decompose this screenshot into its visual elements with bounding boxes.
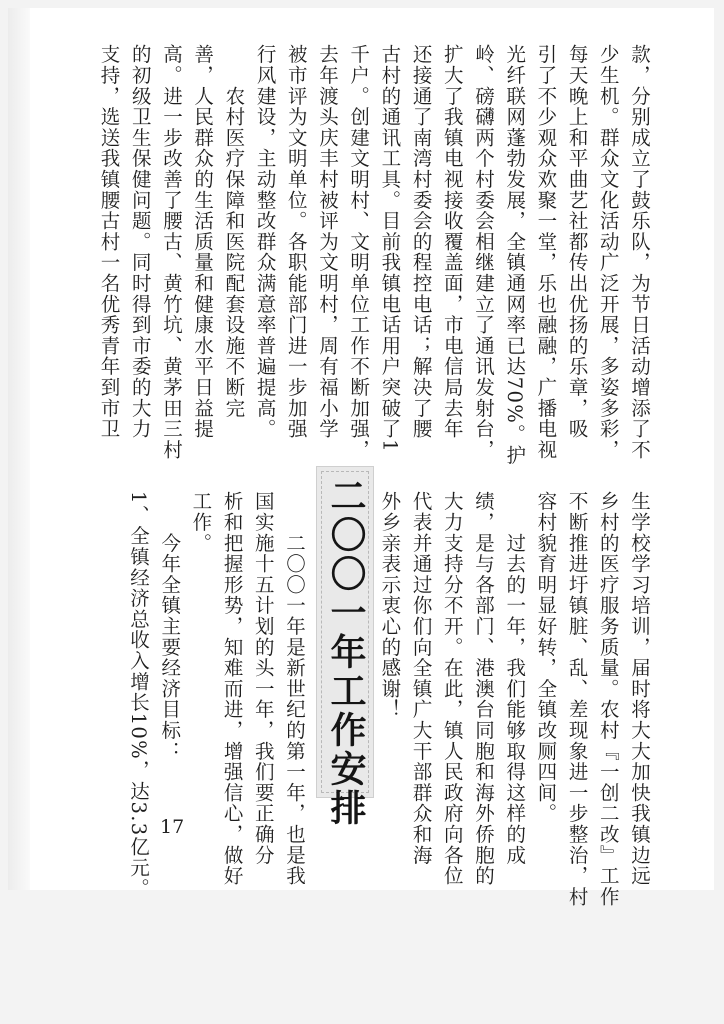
text-line: 古村的通讯工具。目前我镇电话用户突破了1 bbox=[378, 44, 402, 453]
page-sheet bbox=[8, 8, 714, 907]
text-line: 农村医疗保障和医院配套设施不断完 bbox=[222, 44, 246, 419]
text-line: 工作。 bbox=[189, 491, 213, 554]
text-line: 二〇〇一年是新世纪的第一年，也是我 bbox=[283, 491, 306, 887]
bottom-right-text-block bbox=[373, 491, 655, 907]
top-text-block bbox=[97, 44, 655, 468]
text-line: 不断推进圩镇脏、乱、差现象进一步整治，村 bbox=[565, 491, 589, 907]
text-line: 支持，选送我镇腰古村一名优秀青年到市卫 bbox=[97, 44, 121, 440]
text-line: 过去的一年，我们能够取得这样的成 bbox=[503, 491, 527, 866]
text-line: 代表并通过你们向全镇广大干部群众和海 bbox=[409, 491, 433, 866]
text-line: 善，人民群众的生活质量和健康水平日益提 bbox=[191, 44, 215, 440]
text-line: 岭、磅礴两个村委会相继建立了通讯发射台， bbox=[471, 44, 495, 460]
text-line: 国实施十五计划的头一年，我们要正确分 bbox=[251, 491, 275, 866]
text-line: 去年渡头庆丰村被评为文明村，周有福小学 bbox=[315, 44, 339, 440]
text-line: 扩大了我镇电视接收覆盖面，市电信局去年 bbox=[440, 44, 464, 440]
text-line: 还接通了南湾村委会的程控电话；解决了腰 bbox=[409, 44, 433, 440]
text-line: 容村貌育明显好转，全镇改厕四间。 bbox=[534, 491, 558, 824]
text-line: 今年全镇主要经济目标： bbox=[158, 491, 182, 762]
text-line: 每天晚上和平曲艺社都传出优扬的乐章，吸 bbox=[565, 44, 589, 440]
text-line: 析和把握形势，知难而进，增强信心，做好 bbox=[220, 491, 244, 887]
text-line: 光纤联网蓬勃发展，全镇通网率已达70%。护 bbox=[503, 44, 527, 466]
text-line: 外乡亲表示衷心的感谢！ bbox=[378, 491, 402, 720]
text-line: 高。进一步改善了腰古、黄竹坑、黄茅田三村 bbox=[159, 44, 183, 460]
binding-shadow bbox=[8, 8, 30, 890]
text-line: 生学校学习培训，届时将大大加快我镇边远 bbox=[628, 491, 651, 887]
page-number: 17 bbox=[160, 816, 185, 838]
text-line: 大力支持分不开。在此，镇人民政府向各位 bbox=[440, 491, 464, 887]
text-line: 行风建设，主动整改群众满意率普遍提高。 bbox=[253, 44, 277, 440]
section-heading-box bbox=[316, 466, 374, 828]
text-line: 的初级卫生保健问题。同时得到市委的大力 bbox=[128, 44, 152, 440]
text-line: 乡村的医疗服务质量。农村『一创二改』工作 bbox=[596, 491, 620, 907]
text-line: 款，分别成立了鼓乐队，为节日活动增添了不 bbox=[628, 44, 651, 460]
text-line: 引了不少观众欢聚一堂，乐也融融，广播电视 bbox=[534, 44, 558, 460]
text-line: 千户。创建文明村、文明单位工作不断加强， bbox=[347, 44, 371, 460]
text-line: 1、全镇经济总收入增长10%，达3.3亿元。 bbox=[126, 491, 150, 899]
text-line: 被市评为文明单位。各职能部门进一步加强 bbox=[284, 44, 308, 440]
section-heading: 二〇〇一年工作安排 bbox=[325, 477, 366, 828]
text-line: 少生机。群众文化活动广泛开展，多姿多彩， bbox=[596, 44, 620, 460]
text-line: 绩，是与各部门、港澳台同胞和海外侨胞的 bbox=[471, 491, 495, 887]
